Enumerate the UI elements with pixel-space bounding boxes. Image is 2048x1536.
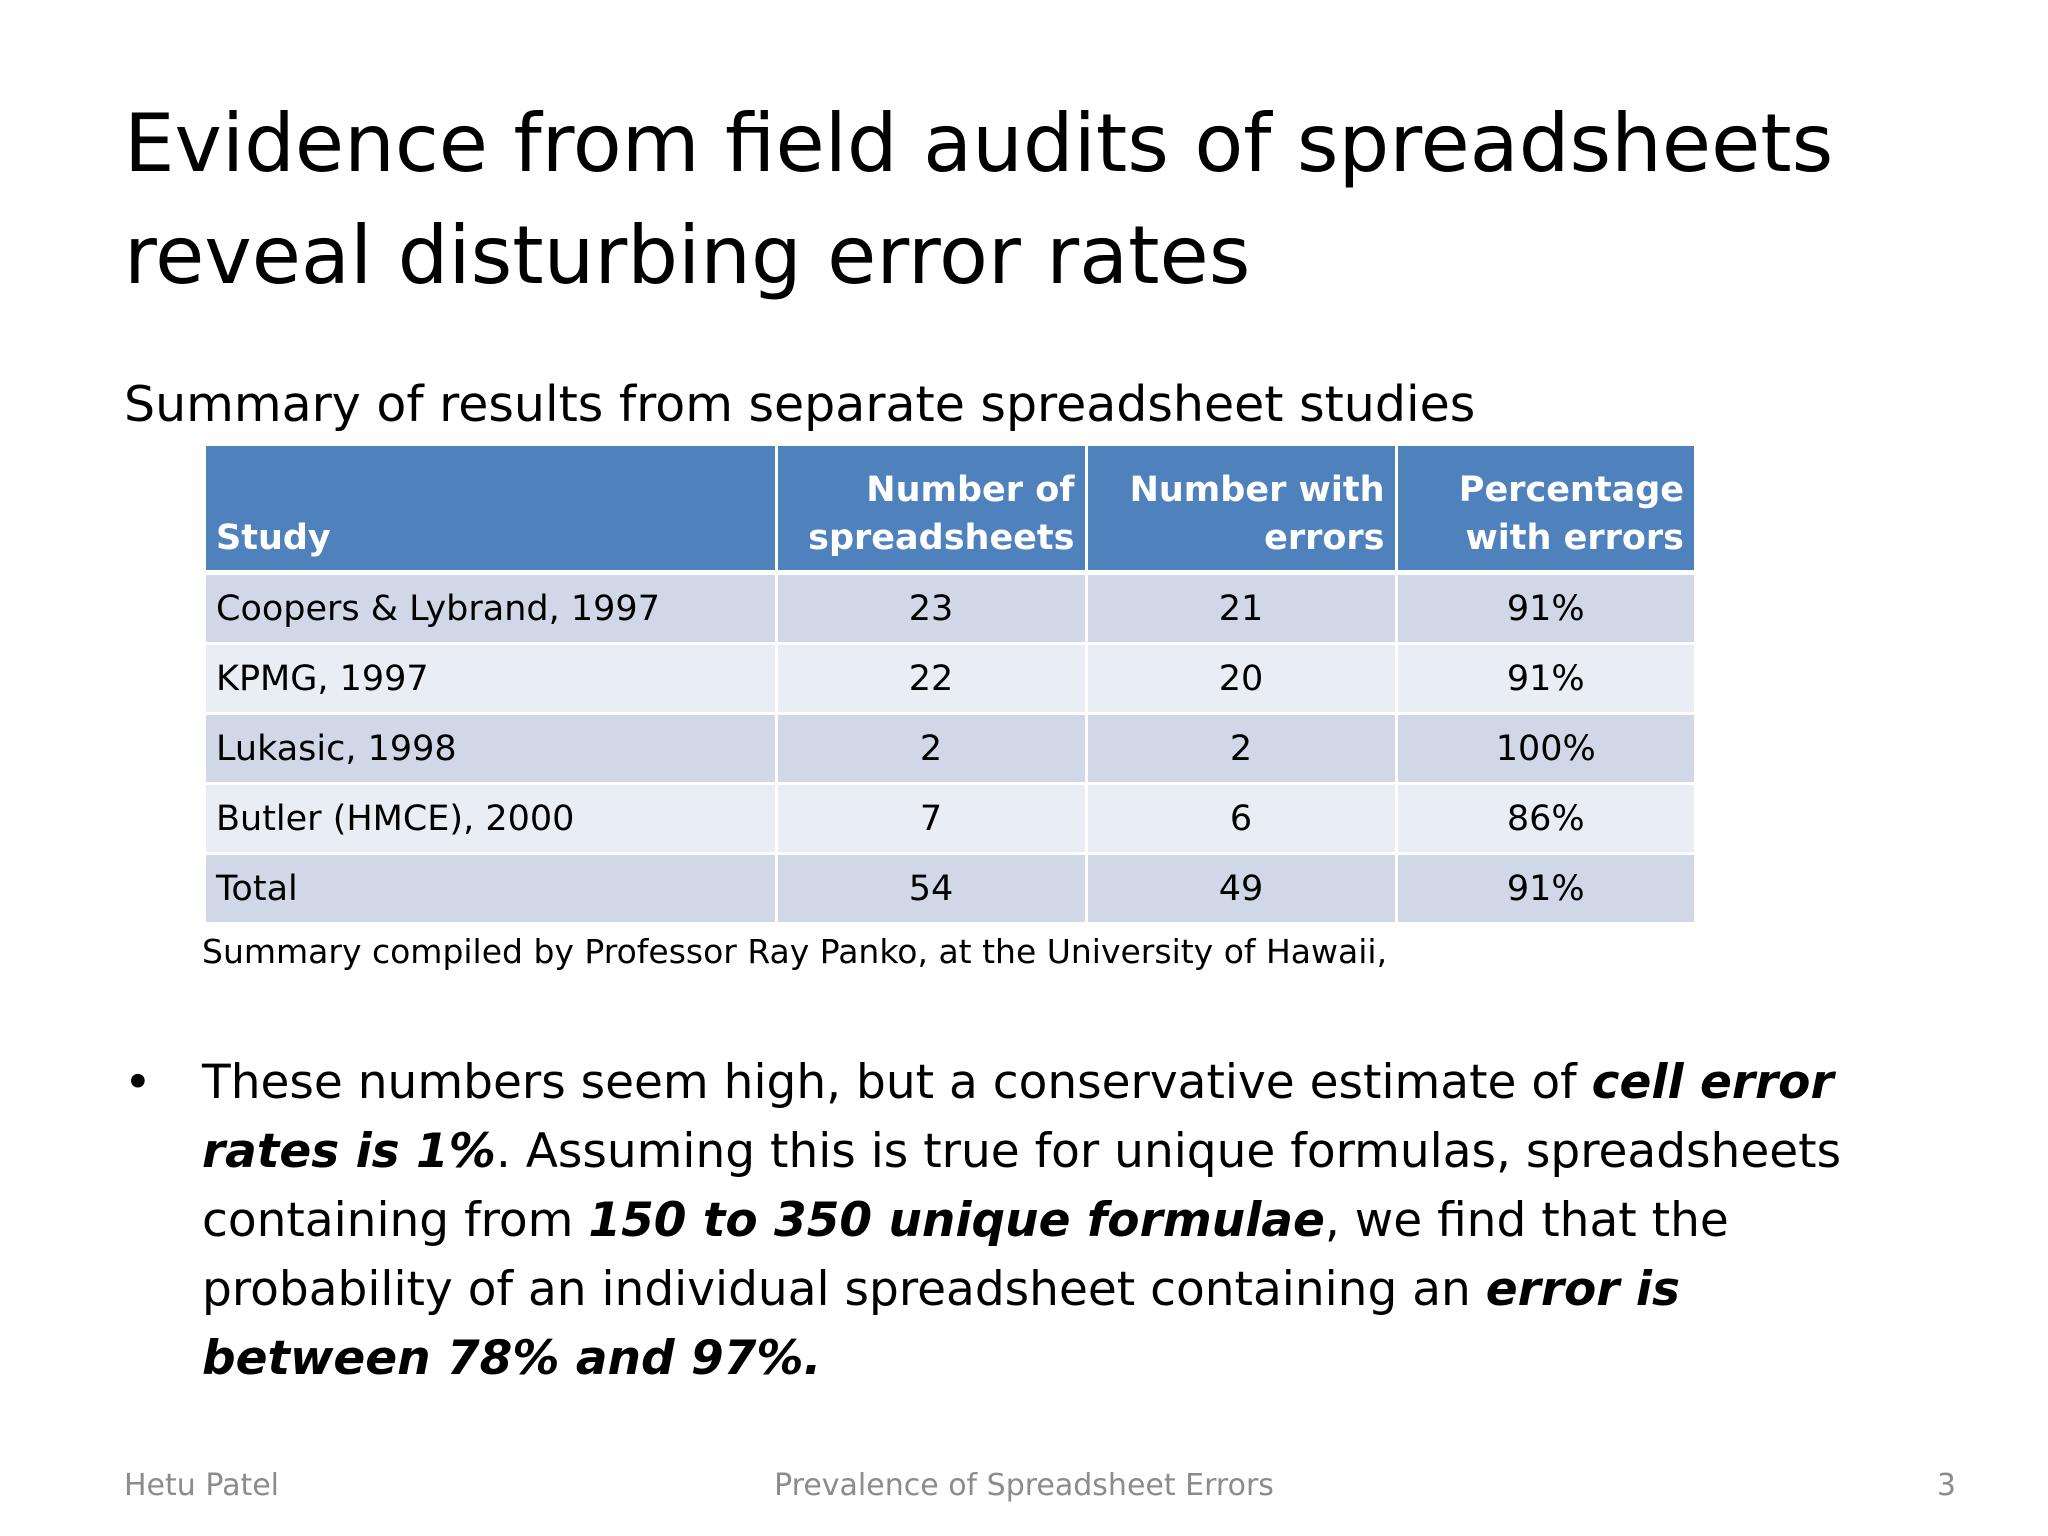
bullet-point	[124, 1048, 1944, 1393]
cell-percentage: 86%	[1396, 784, 1694, 854]
cell-percentage: 100%	[1396, 714, 1694, 784]
footer-author: Hetu Patel	[124, 1468, 280, 1503]
header-label-line: Percentage	[1458, 470, 1684, 510]
slide-number: 3	[1936, 1468, 1956, 1503]
header-label-line: errors	[1264, 518, 1385, 558]
cell-spreadsheets: 22	[776, 644, 1086, 714]
header-study-label: Study	[216, 518, 331, 558]
table-header-row	[206, 446, 1694, 573]
header-label-line: with errors	[1465, 518, 1684, 558]
source-note: Summary compiled by Professor Ray Panko, at the University of Hawaii,	[202, 932, 1388, 971]
cell-spreadsheets: 7	[776, 784, 1086, 854]
results-table	[206, 446, 1694, 925]
bullet-text-part: , we find that the probability of an individual spreadsheet containing an	[202, 1193, 1729, 1317]
bullet-text	[202, 1048, 1902, 1393]
header-number-of-spreadsheets	[776, 446, 1086, 573]
cell-study: Total	[206, 854, 776, 924]
cell-study: KPMG, 1997	[206, 644, 776, 714]
header-study	[206, 446, 776, 573]
cell-study: Coopers & Lybrand, 1997	[206, 573, 776, 644]
header-label-line: Number with	[1129, 470, 1385, 510]
slide-title	[124, 88, 1924, 312]
footer-topic: Prevalence of Spreadsheet Errors	[774, 1468, 1274, 1503]
bullet-emphasis: cell error rates is 1%	[202, 1055, 1834, 1179]
cell-percentage: 91%	[1396, 573, 1694, 644]
table-row	[206, 784, 1694, 854]
cell-spreadsheets: 54	[776, 854, 1086, 924]
table-row-total	[206, 854, 1694, 924]
cell-errors: 6	[1086, 784, 1396, 854]
cell-errors: 49	[1086, 854, 1396, 924]
cell-errors: 21	[1086, 573, 1396, 644]
bullet-emphasis: error is between 78% and 97%.	[202, 1262, 1680, 1386]
cell-study: Lukasic, 1998	[206, 714, 776, 784]
cell-spreadsheets: 2	[776, 714, 1086, 784]
cell-errors: 2	[1086, 714, 1396, 784]
header-number-with-errors	[1086, 446, 1396, 573]
bullet-text-part: . Assuming this is true for unique formulas, spreadsheets containing from	[202, 1124, 1842, 1248]
bullet-text-part: These numbers seem high, but a conservative estimate of	[202, 1055, 1592, 1110]
table-row	[206, 714, 1694, 784]
title-line-2: reveal disturbing error rates	[124, 209, 1251, 302]
cell-percentage: 91%	[1396, 854, 1694, 924]
cell-spreadsheets: 23	[776, 573, 1086, 644]
table-row	[206, 573, 1694, 644]
bullet-marker: •	[124, 1055, 152, 1110]
bullet-emphasis: 150 to 350 unique formulae	[588, 1193, 1325, 1248]
header-label-line: spreadsheets	[808, 518, 1075, 558]
cell-errors: 20	[1086, 644, 1396, 714]
table-row	[206, 644, 1694, 714]
cell-study: Butler (HMCE), 2000	[206, 784, 776, 854]
header-percentage-with-errors	[1396, 446, 1694, 573]
header-label-line: Number of	[866, 470, 1075, 510]
table-caption: Summary of results from separate spreadsheet studies	[124, 376, 1476, 433]
cell-percentage: 91%	[1396, 644, 1694, 714]
title-line-1: Evidence from field audits of spreadsheets	[124, 97, 1834, 190]
